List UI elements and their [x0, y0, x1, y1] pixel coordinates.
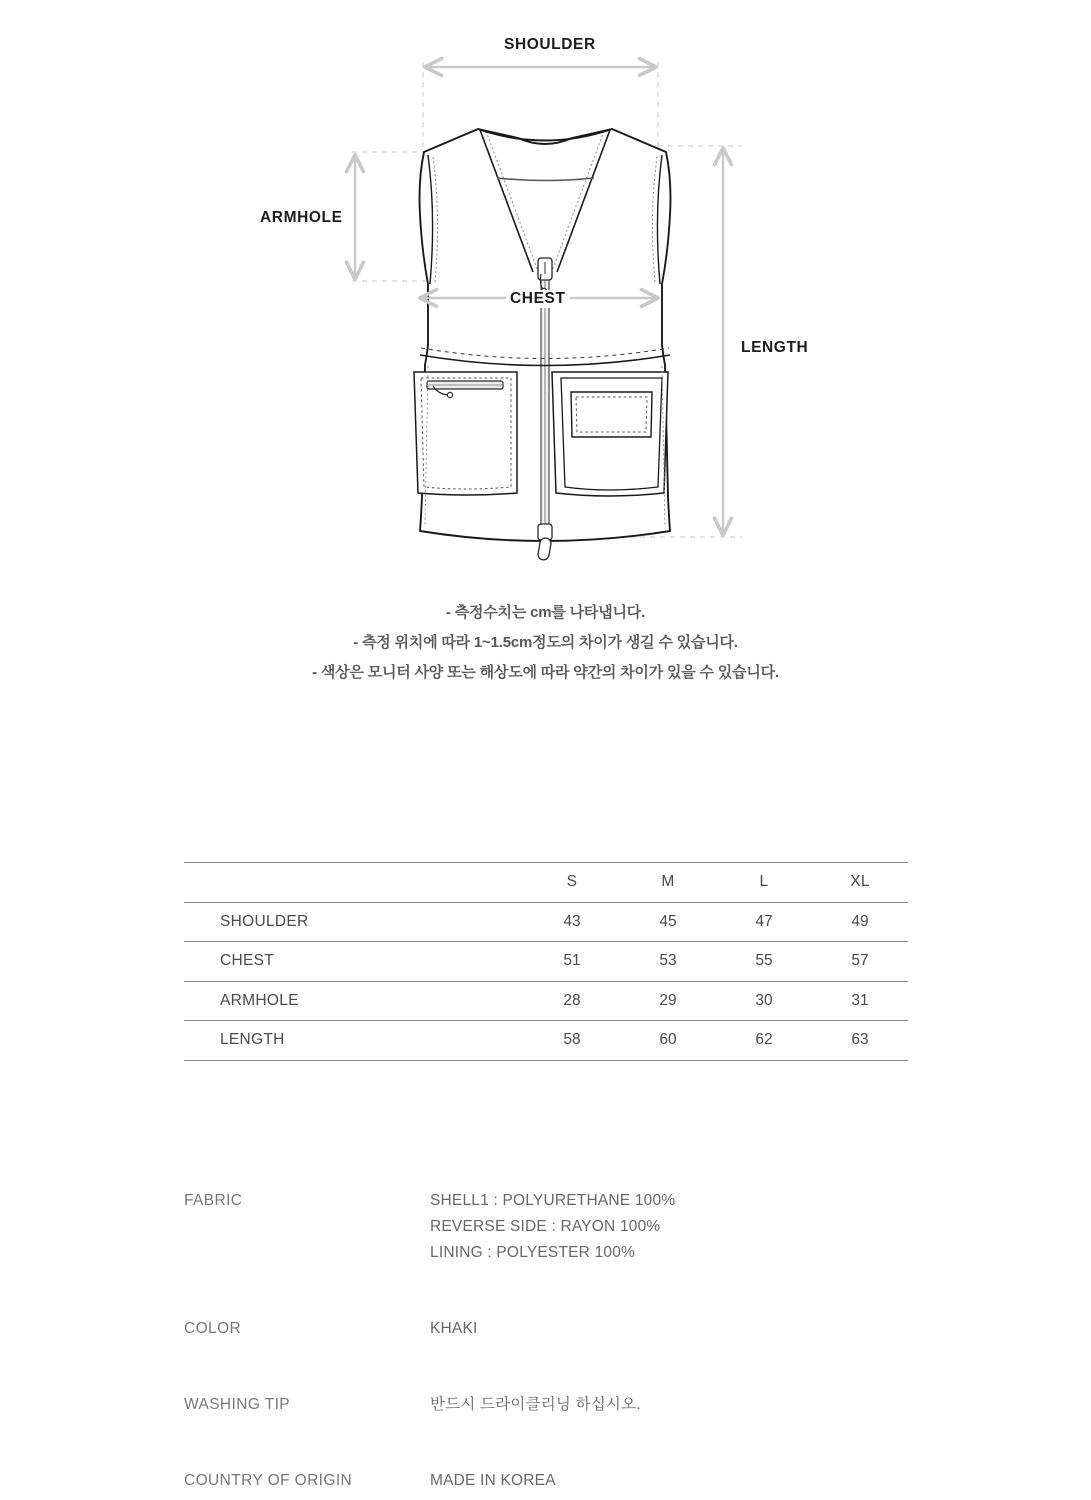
cell-chest-l: 55	[716, 942, 812, 982]
info-value-country-of-origin: MADE IN KOREA	[430, 1472, 556, 1489]
cell-shoulder-l: 47	[716, 902, 812, 942]
chest-dimension-label: CHEST	[506, 290, 570, 308]
fabric-lining-line: LINING : POLYESTER 100%	[430, 1244, 636, 1261]
note-line: - 측정수치는 cm를 나타냅니다.	[445, 604, 646, 621]
row-label-length: LENGTH	[184, 1021, 524, 1061]
column-header-m: M	[620, 863, 716, 903]
cell-length-m: 60	[620, 1021, 716, 1061]
cell-length-l: 62	[716, 1021, 812, 1061]
right-flap-pocket	[552, 372, 668, 496]
cell-armhole-l: 30	[716, 981, 812, 1021]
table-row	[184, 981, 908, 1021]
cell-chest-xl: 57	[812, 942, 908, 982]
table-corner-cell	[184, 863, 524, 903]
garment-illustration	[0, 0, 1091, 580]
note-line: - 색상은 모니터 사양 또는 해상도에 따라 약간의 차이가 있을 수 있습니다.	[312, 664, 779, 681]
cell-shoulder-m: 45	[620, 902, 716, 942]
shoulder-dimension-label: SHOULDER	[500, 36, 600, 54]
info-row-washing-tip	[184, 1392, 944, 1418]
info-key-fabric: FABRIC	[184, 1192, 243, 1209]
column-header-s: S	[524, 863, 620, 903]
product-info-block	[184, 1188, 944, 1494]
info-value-washing-tip: 반드시 드라이클리닝 하십시오.	[430, 1396, 641, 1413]
info-row-color	[184, 1316, 944, 1342]
info-row-country-of-origin	[184, 1468, 944, 1494]
table-row	[184, 902, 908, 942]
left-zip-pocket	[414, 372, 517, 495]
vest-body	[414, 129, 671, 561]
table-row	[184, 942, 908, 982]
info-key-washing-tip: WASHING TIP	[184, 1396, 291, 1413]
row-label-shoulder: SHOULDER	[184, 902, 524, 942]
zipper-pull-bottom	[537, 524, 552, 561]
fabric-shell-line: SHELL1 : POLYURETHANE 100%	[430, 1192, 676, 1209]
pocket-flap	[571, 392, 652, 437]
info-key-country-of-origin: COUNTRY OF ORIGIN	[184, 1472, 353, 1489]
row-label-chest: CHEST	[184, 942, 524, 982]
info-value-color: KHAKI	[430, 1320, 478, 1337]
fabric-reverse-line: REVERSE SIDE : RAYON 100%	[430, 1218, 661, 1235]
cell-chest-s: 51	[524, 942, 620, 982]
cell-length-xl: 63	[812, 1021, 908, 1061]
length-dimension-label: LENGTH	[737, 339, 812, 357]
cell-armhole-xl: 31	[812, 981, 908, 1021]
row-label-armhole: ARMHOLE	[184, 981, 524, 1021]
table-header-row	[184, 863, 908, 903]
cell-length-s: 58	[524, 1021, 620, 1061]
column-header-xl: XL	[812, 863, 908, 903]
table-row	[184, 1021, 908, 1061]
measurement-notes	[0, 598, 1091, 688]
cell-armhole-s: 28	[524, 981, 620, 1021]
note-line: - 측정 위치에 따라 1~1.5cm정도의 차이가 생길 수 있습니다.	[353, 634, 738, 651]
cell-chest-m: 53	[620, 942, 716, 982]
cell-shoulder-s: 43	[524, 902, 620, 942]
cell-armhole-m: 29	[620, 981, 716, 1021]
size-chart-table	[184, 862, 908, 1061]
armhole-dimension-label: ARMHOLE	[256, 209, 347, 227]
info-key-color: COLOR	[184, 1320, 242, 1337]
column-header-l: L	[716, 863, 812, 903]
info-row-fabric	[184, 1188, 944, 1266]
cell-shoulder-xl: 49	[812, 902, 908, 942]
info-value-fabric	[430, 1188, 675, 1266]
